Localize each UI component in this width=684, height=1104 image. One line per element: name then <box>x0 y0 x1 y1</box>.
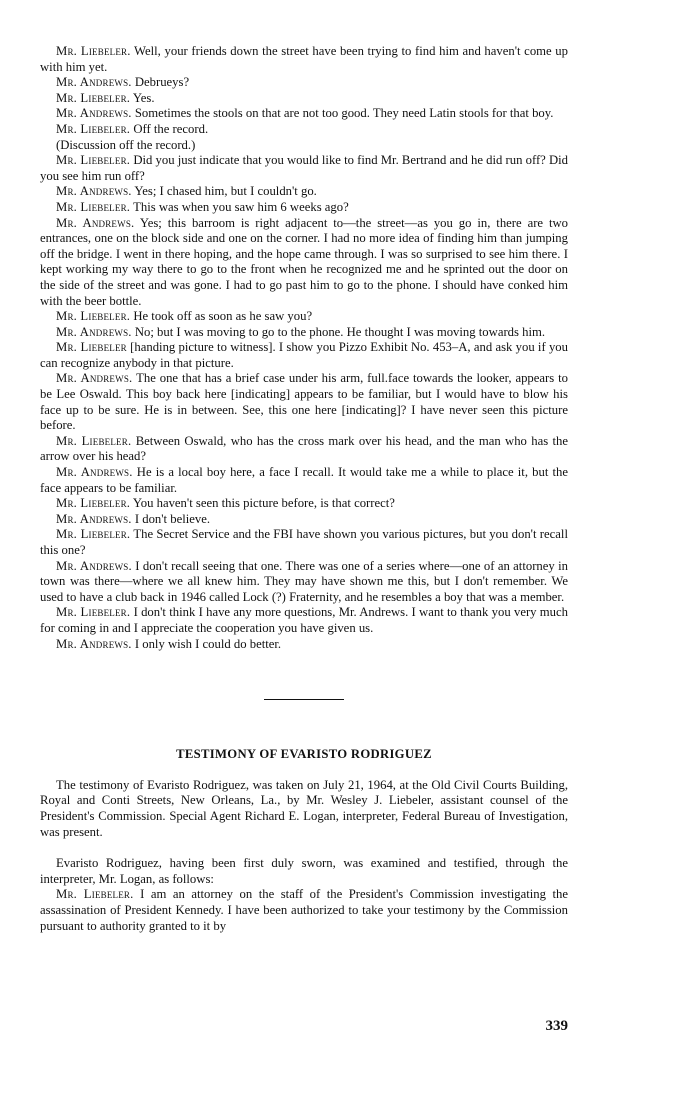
exchange-paragraph <box>40 559 568 606</box>
speech: He took off as soon as he saw you? <box>133 309 313 324</box>
speaker: Mr. Liebeler. <box>56 433 132 448</box>
speaker: Mr. Liebeler. <box>56 90 131 105</box>
speech: Sometimes the stools on that are not too good. They need Latin stools for that boy. <box>134 106 554 121</box>
exchange-paragraph <box>40 527 568 558</box>
exchange-paragraph <box>40 216 568 310</box>
exchange-paragraph <box>40 184 568 200</box>
exchange-paragraph <box>40 122 568 138</box>
exchange-paragraph <box>40 434 568 465</box>
speaker: Mr. Andrews. <box>56 215 135 230</box>
speaker: Mr. Liebeler. <box>56 309 131 324</box>
exchange-paragraph <box>40 153 568 184</box>
speech: I don't recall seeing that one. There was one of a series where—one of an attorney in town was there—where we all knew him. They may have shown me this, but I don't remember. We used to have a club back in 1946 called Lock (?) Fraternity, and he resembles a boy that was a member. <box>40 558 568 604</box>
speech: Yes; this barroom is right adjacent to—the street—as you go in, there are two entrances, one on the block side and one on the corner. I had no more idea of finding him than jumping off the bridge. I went in there hoping, and the hope came through. I was so surprised to see him there. I kept working my way there to go to the front when he recognized me and he sprinted out the door on the side of the street and was gone. I had to go past him to go to the phone. I should have conked him with the beer bottle. <box>40 215 568 308</box>
exchange-paragraph <box>40 496 568 512</box>
exchange-paragraph <box>40 512 568 528</box>
speech: I don't think I have any more questions, Mr. Andrews. I want to thank you very much for coming in and I appreciate the cooperation you have given us. <box>40 605 568 635</box>
page-number: 339 <box>545 1018 568 1034</box>
exchange-paragraph <box>40 91 568 107</box>
speaker: Mr. Liebeler. <box>56 199 131 214</box>
speech: Off the record. <box>133 121 209 136</box>
exchange-paragraph <box>40 200 568 216</box>
speaker: Mr. Andrews. <box>56 75 132 90</box>
speech: Did you just indicate that you would like to find Mr. Bertrand and he did run off? Did you see him run off? <box>40 153 569 183</box>
speaker: Mr. Andrews. <box>56 511 132 526</box>
speech: The Secret Service and the FBI have shown you various pictures, but you don't recall this one? <box>40 527 568 557</box>
speaker: Mr. Andrews. <box>56 184 132 199</box>
testimony-exchanges <box>40 44 568 652</box>
speaker: Mr. Liebeler. <box>56 605 131 620</box>
exchange-paragraph <box>40 309 568 325</box>
document-page <box>40 44 568 934</box>
speaker: Mr. Liebeler. <box>56 44 131 58</box>
speaker: Mr. Liebeler. <box>56 153 131 168</box>
speech: Well, your friends down the street have been trying to find him and haven't come up with him yet. <box>40 44 568 74</box>
section-intro: The testimony of Evaristo Rodriguez, was taken on July 21, 1964, at the Old Civil Courts Building, Royal and Conti Streets, New Orleans, La., by Mr. Wesley J. Liebeler, assistant counsel of the President's Commission. Special Agent Richard E. Logan, interpreter, Federal Bureau of Investigation, was present. <box>40 777 568 839</box>
speaker: Mr. Liebeler. <box>56 496 131 511</box>
speaker: Mr. Andrews. <box>56 324 132 339</box>
speech: This was when you saw him 6 weeks ago? <box>133 199 349 214</box>
exchange-paragraph <box>40 465 568 496</box>
speaker: Mr. Liebeler. <box>56 121 131 136</box>
speaker: Mr. Andrews. <box>56 465 133 480</box>
speaker: Mr. Liebeler <box>56 340 127 355</box>
exchange-paragraph <box>40 75 568 91</box>
speech: You haven't seen this picture before, is that correct? <box>132 496 395 511</box>
speaker: Mr. Andrews. <box>56 371 133 386</box>
speech: The one that has a brief case under his arm, full.face towards the looker, appears to be Lee Oswald. This boy back here [indicating] appears to be familiar, but I would have to blow his face up to be sure. He is in between. See, this one here [indicating]? I have never seen this picture before. <box>40 371 568 433</box>
speaker: Mr. Liebeler. <box>56 887 134 902</box>
speech: I am an attorney on the staff of the President's Commission investigating the assassination of President Kennedy. I have been authorized to take your testimony by the Commission pursuant to authority granted to it by <box>40 887 569 933</box>
speech: He is a local boy here, a face I recall. It would take me a while to place it, but the face appears to be familiar. <box>40 465 569 495</box>
speech: I only wish I could do better. <box>134 636 282 651</box>
speech: Between Oswald, who has the cross mark over his head, and the man who has the arrow over his head? <box>40 433 568 464</box>
speaker: Mr. Andrews. <box>56 106 132 121</box>
speech: (Discussion off the record.) <box>56 137 196 152</box>
speech: Yes. <box>132 90 155 105</box>
exchange-paragraph <box>40 325 568 341</box>
speaker: Mr. Liebeler. <box>56 527 131 542</box>
section-title: TESTIMONY OF EVARISTO RODRIGUEZ <box>176 747 432 762</box>
section-divider <box>264 699 344 700</box>
speech: I don't believe. <box>134 511 211 526</box>
exchange-paragraph <box>40 371 568 433</box>
exchange-paragraph <box>40 637 568 653</box>
speech: Yes; I chased him, but I couldn't go. <box>134 184 317 199</box>
exchange-paragraph <box>40 340 568 371</box>
speech: [handing picture to witness]. I show you Pizzo Exhibit No. 453–A, and ask you if you can recognize anybody in that picture. <box>40 340 568 370</box>
exchange-paragraph <box>40 138 568 154</box>
exchange-paragraph <box>40 106 568 122</box>
speaker: Mr. Andrews. <box>56 558 132 573</box>
exchange-paragraph <box>40 44 568 75</box>
exchange-paragraph <box>40 605 568 636</box>
speech: No; but I was moving to go to the phone. He thought I was moving towards him. <box>134 324 546 339</box>
sworn-statement: Evaristo Rodriguez, having been first duly sworn, was examined and testified, through the interpreter, Mr. Logan, as follows: <box>40 856 568 886</box>
final-exchange <box>40 887 568 934</box>
speaker: Mr. Andrews. <box>56 636 132 651</box>
speech: Debrueys? <box>134 75 190 90</box>
